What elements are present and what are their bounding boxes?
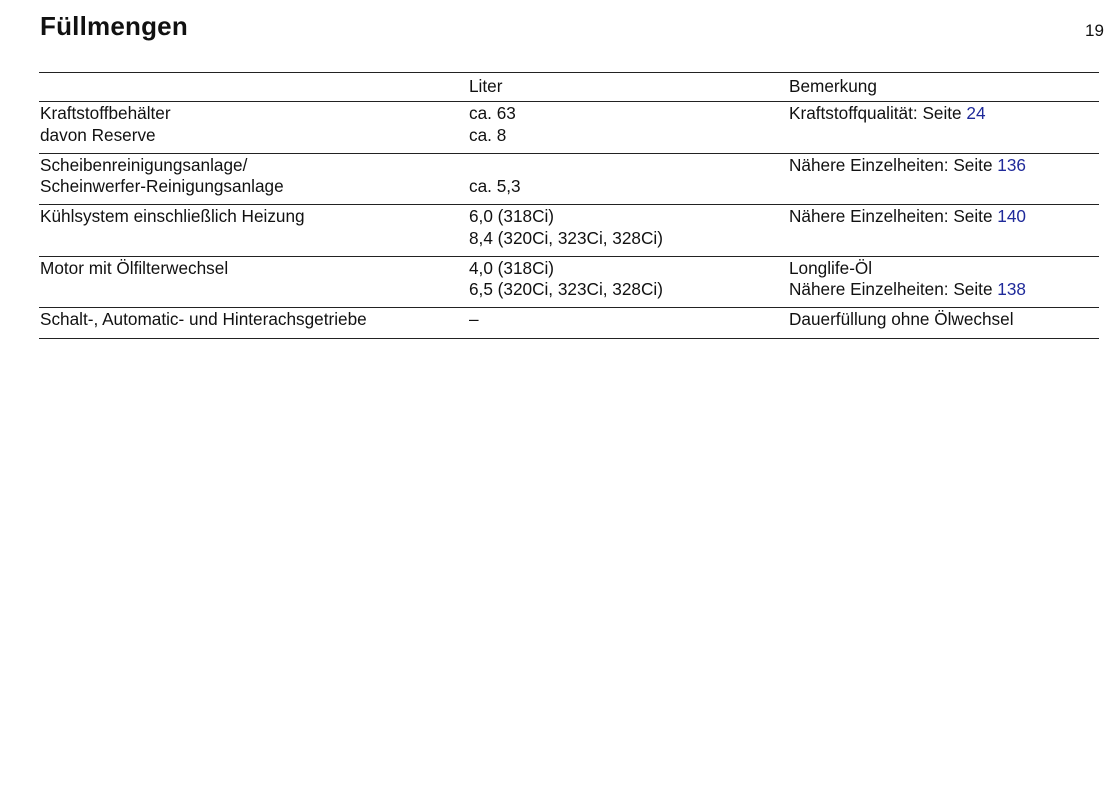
- item-text: Scheibenreinigungsanlage/: [40, 154, 248, 175]
- liter-value: 6,5 (320Ci, 323Ci, 328Ci): [469, 279, 663, 299]
- remark-cell: [789, 103, 986, 125]
- remark-line: [789, 279, 1026, 301]
- item-text: Kühlsystem einschließlich Heizung: [40, 206, 305, 226]
- remark-text: Nähere Einzelheiten: Seite: [789, 206, 998, 226]
- liter-value: [469, 155, 521, 177]
- remark-line: [789, 309, 1014, 331]
- item-text: Kraftstoffbehälter: [40, 103, 171, 123]
- table-header-row: [39, 73, 1099, 102]
- table-row: [39, 257, 1099, 309]
- liter-value: 8,4 (320Ci, 323Ci, 328Ci): [469, 227, 663, 248]
- remark-cell: [789, 155, 1026, 177]
- table-row: [39, 308, 1099, 339]
- liter-cell: [469, 206, 663, 249]
- remark-text: Kraftstoffqualität: Seite: [789, 103, 967, 123]
- page-reference-link[interactable]: 140: [997, 206, 1026, 226]
- liter-value: –: [469, 309, 479, 329]
- remark-line: [789, 103, 986, 125]
- remark-text: Nähere Einzelheiten: Seite: [789, 279, 998, 299]
- page-reference-link[interactable]: 136: [997, 154, 1026, 175]
- item-text: davon Reserve: [40, 124, 156, 145]
- liter-cell: [469, 103, 516, 146]
- table-row: [39, 154, 1099, 206]
- liter-value: 6,0 (318Ci): [469, 206, 555, 226]
- page-number: 19: [1085, 21, 1104, 40]
- remark-line: [789, 155, 1026, 177]
- remark-line: [789, 206, 1026, 228]
- remark-line: [789, 258, 1026, 280]
- remark-text: Longlife-Öl: [789, 257, 873, 278]
- remark-text: Nähere Einzelheiten: Seite: [789, 154, 998, 175]
- page-reference-link[interactable]: 138: [997, 279, 1026, 299]
- remark-text: Dauerfüllung ohne Ölwechsel: [789, 309, 1014, 329]
- page-title: Füllmengen: [40, 11, 188, 41]
- item-cell: [40, 103, 171, 146]
- liter-cell: [469, 309, 479, 331]
- remark-cell: [789, 206, 1026, 228]
- item-text: Scheinwerfer-Reinigungsanlage: [40, 176, 284, 196]
- fill-quantities-table: [39, 72, 1099, 339]
- page-reference-link[interactable]: 24: [966, 103, 986, 123]
- column-header-liter: Liter: [469, 76, 503, 96]
- liter-value: ca. 8: [469, 124, 507, 145]
- item-cell: [40, 155, 284, 198]
- remark-cell: [789, 309, 1014, 331]
- liter-cell: [469, 258, 663, 301]
- table-row: [39, 205, 1099, 257]
- column-header-remark: Bemerkung: [789, 76, 877, 96]
- item-text: Motor mit Ölfilterwechsel: [40, 257, 229, 278]
- item-cell: [40, 258, 228, 280]
- liter-value: 4,0 (318Ci): [469, 257, 555, 278]
- item-cell: [40, 309, 367, 331]
- liter-value: ca. 5,3: [469, 176, 521, 196]
- remark-cell: [789, 258, 1026, 301]
- liter-cell: [469, 155, 521, 198]
- item-text: Schalt-, Automatic- und Hinterachsgetriebe: [40, 309, 367, 329]
- liter-value: ca. 63: [469, 103, 516, 123]
- table-row: [39, 102, 1099, 154]
- item-cell: [40, 206, 305, 228]
